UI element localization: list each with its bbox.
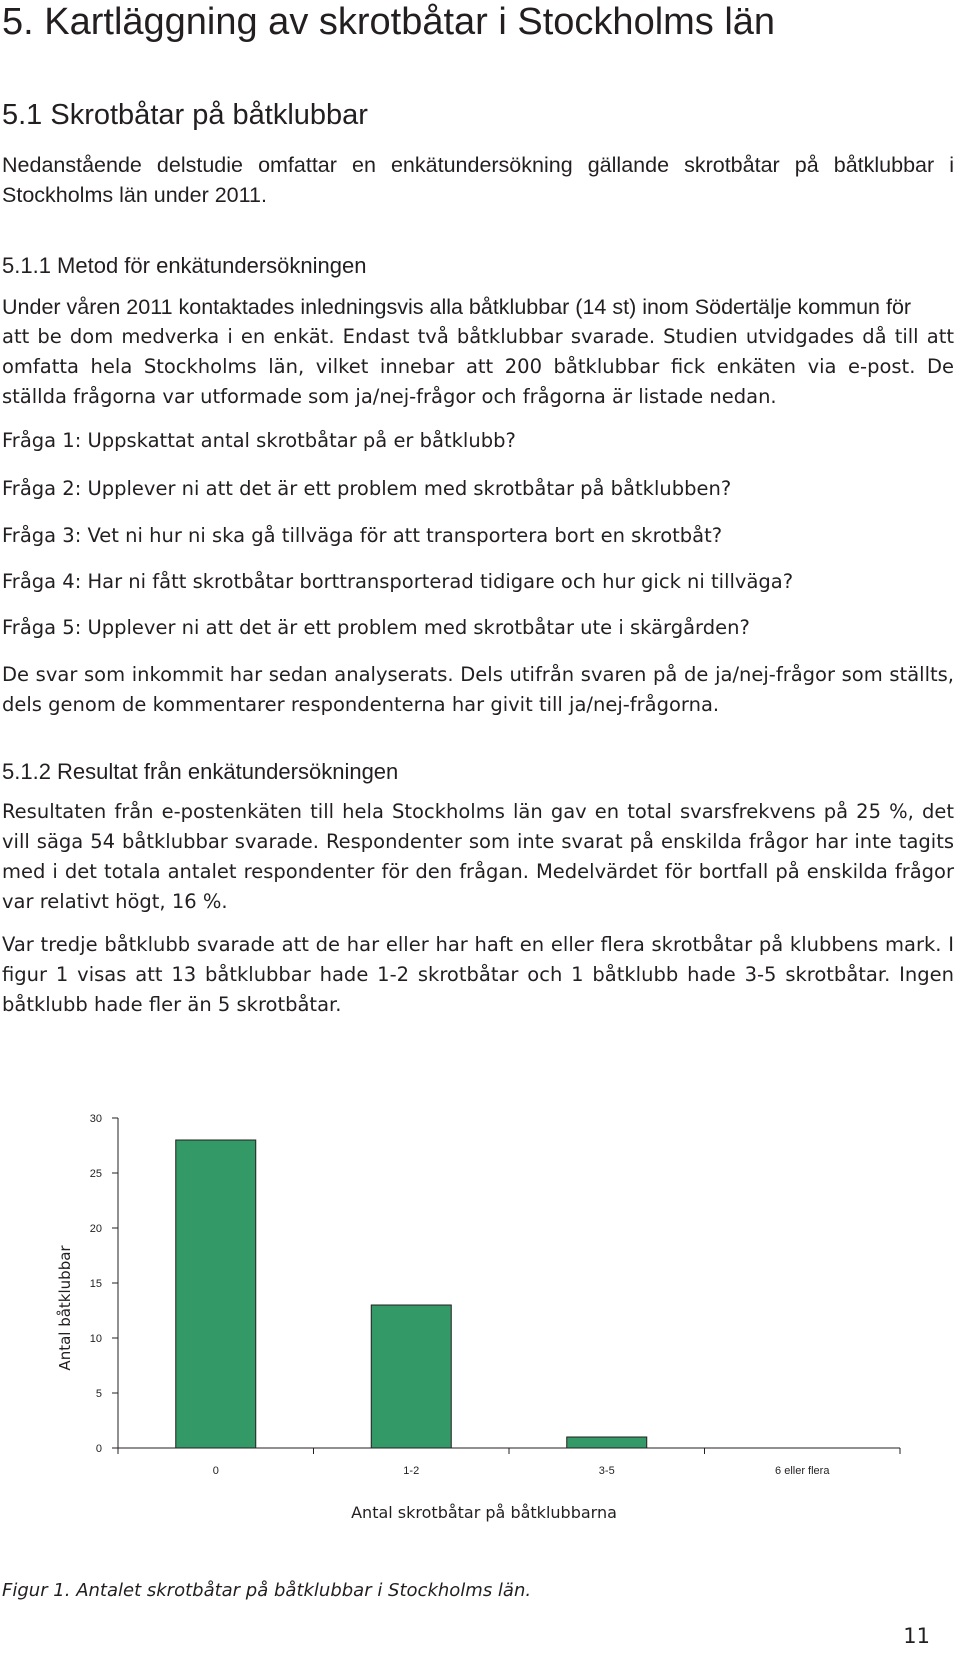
y-tick-label: 5: [95, 1388, 102, 1400]
results-heading: 5.1.2 Resultat från enkätundersökningen: [2, 759, 399, 784]
x-axis-label: Antal skrotbåtar på båtklubbarna: [351, 1503, 617, 1522]
y-tick-label: 10: [89, 1333, 102, 1345]
method-heading: 5.1.1 Metod för enkätundersökningen: [2, 253, 367, 278]
page-number: 11: [903, 1624, 930, 1648]
subsection-title: 5.1 Skrotbåtar på båtklubbar: [2, 99, 368, 131]
figure-caption: Figur 1. Antalet skrotbåtar på båtklubbar i Stockholms län.: [2, 1580, 532, 1601]
question-3: Fråga 3: Vet ni hur ni ska gå tillväga för att transportera bort en skrotbåt?: [2, 524, 723, 547]
bar-1-2: [371, 1305, 451, 1448]
bar-chart: [0, 1090, 960, 1550]
y-tick-label: 25: [89, 1168, 102, 1180]
y-tick-label: 30: [89, 1113, 102, 1125]
results-paragraph-2: Var tredje båtklubb svarade att de har eller har haft en eller flera skrotbåtar på klubbens mark. I figur 1 visas att 13 båtklubbar hade 1-2 skrotbåtar och 1 båtklubb hade 3-5 skrotbåtar. Ingen båtklubb hade fler än 5 skrotbåtar.: [2, 933, 954, 1016]
y-axis-label: Antal båtklubbar: [56, 1245, 74, 1371]
method-paragraph-rest: att be dom medverka i en enkät. Endast två båtklubbar svarade. Studien utvidgades då till att omfatta hela Stockholms län, vilket innebar att 200 båtklubbar fick enkäten via e-post. De ställda frågorna var utformade som ja/nej-frågor och frågorna är listade nedan.: [2, 325, 954, 408]
question-1: Fråga 1: Uppskattat antal skrotbåtar på er båtklubb?: [2, 429, 516, 452]
x-tick-label: 0: [212, 1465, 219, 1477]
question-5: Fråga 5: Upplever ni att det är ett problem med skrotbåtar ute i skärgården?: [2, 616, 750, 639]
question-4: Fråga 4: Har ni fått skrotbåtar borttransporterad tidigare och hur gick ni tillväga?: [2, 570, 794, 593]
bar-3-5: [567, 1437, 647, 1448]
x-tick-label: 1-2: [403, 1465, 420, 1477]
y-tick-label: 15: [89, 1278, 102, 1290]
page-title: 5. Kartläggning av skrotbåtar i Stockholms län: [2, 1, 776, 43]
y-tick-label: 0: [95, 1443, 102, 1455]
y-tick-label: 20: [89, 1223, 102, 1235]
question-2: Fråga 2: Upplever ni att det är ett problem med skrotbåtar på båtklubben?: [2, 477, 732, 500]
x-tick-label: 6 eller flera: [775, 1465, 830, 1477]
chart-bars: [176, 1140, 647, 1448]
intro-paragraph: Nedanstående delstudie omfattar en enkätundersökning gällande skrotbåtar på båtklubbar i Stockholms län under 2011.: [2, 153, 954, 207]
bar-0: [176, 1140, 256, 1448]
analysis-paragraph: De svar som inkommit har sedan analyserats. Dels utifrån svaren på de ja/nej-frågor som ställts, dels genom de kommentarer respondenterna har givit till ja/nej-frågorna.: [2, 663, 954, 716]
x-tick-label: 3-5: [598, 1465, 615, 1477]
results-paragraph-1: Resultaten från e-postenkäten till hela Stockholms län gav en total svarsfrekvens på 25 %, det vill säga 54 båtklubbar svarade. Respondenter som inte svarat på enskilda frågor har inte tagits med i det totala antalet respondenter för den frågan. Medelvärdet för bortfall på enskilda frågor var relativt högt, 16 %.: [2, 800, 954, 913]
method-paragraph-line1: Under våren 2011 kontaktades inledningsvis alla båtklubbar (14 st) inom Södertälje kommun för: [2, 295, 912, 319]
